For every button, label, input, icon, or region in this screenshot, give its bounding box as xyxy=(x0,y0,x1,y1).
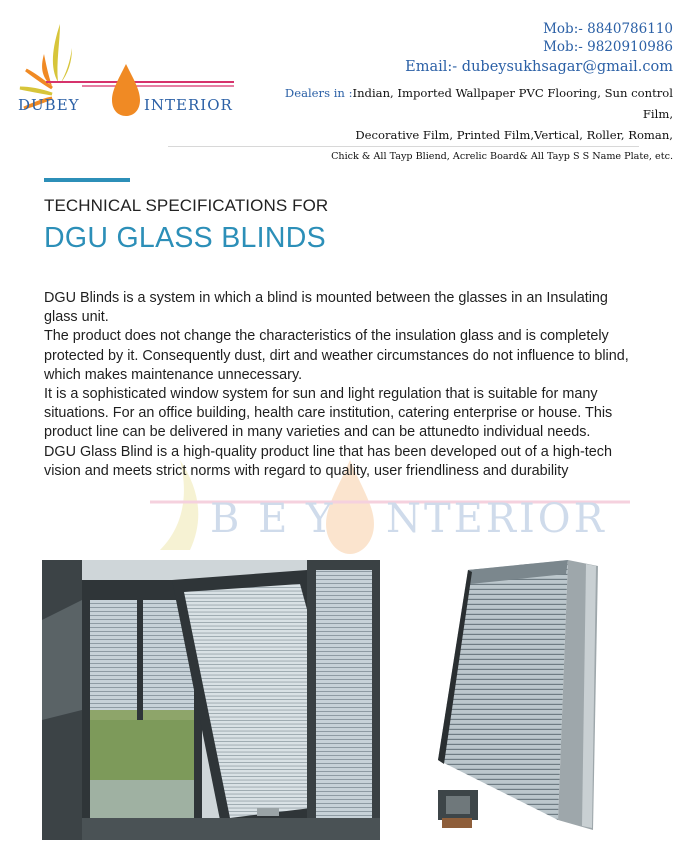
dealers-block xyxy=(253,83,673,167)
svg-text:NTERIOR: NTERIOR xyxy=(386,496,607,542)
brand-name-right: INTERIOR xyxy=(144,96,233,114)
email-address: Email:- dubeysukhsagar@gmail.com xyxy=(405,59,673,75)
mobile-number-2: Mob:- 9820910986 xyxy=(543,39,673,55)
dubey-interior-logo xyxy=(12,18,240,128)
brand-name-left: DUBEY xyxy=(18,96,80,114)
dealers-label: Dealers in : xyxy=(284,86,353,100)
drop-logo-icon xyxy=(112,64,140,116)
glass-unit-blind-photo-icon xyxy=(398,560,621,840)
dealers-line-1 xyxy=(253,83,673,125)
page-subtitle: TECHNICAL SPECIFICATIONS FOR xyxy=(44,196,329,215)
paragraph-4: DGU Glass Blind is a high-quality product line that has been developed out of a high-tech vision and meets strict norms with regard to quality, user friendliness and durability xyxy=(44,443,612,479)
paragraph-2: The product does not change the characteristics of the insulation glass and is completely protected by it. Consequently dust, dirt and weather circumstances do not influence to blind, which makes maintenance unnecessary. xyxy=(44,328,629,383)
description-body xyxy=(44,289,644,481)
mobile-number-1: Mob:- 8840786110 xyxy=(543,21,673,37)
dealers-line-2: Decorative Film, Printed Film,Vertical, Roller, Roman, xyxy=(355,128,673,142)
dealers-text-1: Indian, Imported Wallpaper PVC Flooring, Sun control Film, xyxy=(352,86,673,121)
svg-text:B E Y: B E Y xyxy=(210,496,336,542)
paragraph-1: DGU Blinds is a system in which a blind is mounted between the glasses in an Insulating glass unit. xyxy=(44,290,608,326)
title-accent-bar xyxy=(44,178,130,182)
dealers-line-3: Chick & All Tayp Bliend, Acrelic Board& All Tayp S S Name Plate, etc. xyxy=(331,151,673,162)
window-blind-photo-icon xyxy=(42,560,380,840)
page-title: DGU GLASS BLINDS xyxy=(44,222,326,254)
paragraph-3: It is a sophisticated window system for sun and light regulation that is suitable for many situations. For an office building, health care institution, catering enterprise or house. This product line can be delivered in many varieties and can be attunedto individual needs. xyxy=(44,386,613,441)
contact-block xyxy=(405,20,673,78)
header-divider xyxy=(168,146,639,147)
